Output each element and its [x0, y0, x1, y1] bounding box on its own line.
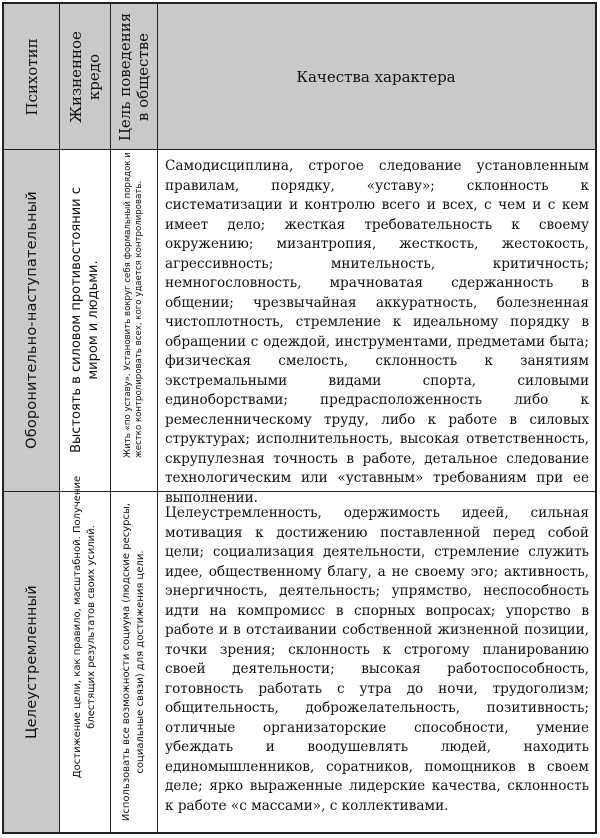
header-goal-cell — [110, 4, 157, 149]
row1-qualities: Самодисциплина, строгое следование установленным правилам, порядку, «уставу»; склонность к систематизации и контролю всего и всех, с чем и с кем имеет дело; жесткая требовательность к своему окружению; мизантропия, жесткость, жестокость, агрессивность; мнительность, критичность; немногословность, мрачноватая сдержанность в общении; чрезвычайная аккуратность, болезненная чистоплотность, стремление к идеальному порядку в обращении с одеждой, инструментами, предметами быта; физическая смелость, склонность к занятиям экстремальными видами спорта, силовыми единоборствами; предрасположенность либо к ремесленническому труду, либо к работе в силовых структурах; исполнительность, высокая ответственность, скрупулезная точность в работе, детальное следование технологическим или «уставным» требованиям при ее выполнении. — [165, 158, 589, 506]
header-psychotype-cell — [4, 4, 59, 149]
psychotype-table — [2, 2, 597, 834]
row2-goal-cell — [110, 491, 157, 832]
header-credo: Жизненное кредо — [66, 30, 103, 123]
row1-psychotype: Оборонительно-наступательный — [23, 191, 40, 449]
row1-psychotype-cell — [4, 149, 59, 491]
row1-credo-cell — [59, 149, 110, 491]
row2-psychotype: Целеустремленный — [23, 584, 40, 739]
row1-goal: Жить «по уставу». Установить вокруг себя формальный порядок и жестко контролировать всех, кого удается контролировать. — [122, 152, 144, 458]
header-goal: Цель поведения в обществе — [115, 12, 152, 141]
header-credo-cell — [59, 4, 110, 149]
row2-qualities: Целеустремленность, одержимость идеей, сильная мотивация к достижению поставленной перед собой цели; социализация деятельности, стремление служить идее, общественному благу, а не своему эго; активность, энергичность, деятельность; упрямство, неспособность идти на компромисс в спорных вопросах; упорство в работе и в отстаивании собственной жизненной позиции, точки зрения; склонность к строгому планированию своей деятельности; высокая работоспособность, готовность работать с утра до ночи, трудоголизм; общительность, доброжелательность, позитивность; отличные организаторские способности, умение убеждать и воодушевлять людей, находить единомышленников, соратников, помощников в своем деле; ярко выраженные лидерские качества, склонность к работе «с массами», с коллективами. — [165, 505, 589, 814]
row2-psychotype-cell — [4, 491, 59, 832]
row2-goal: Использовать все возможности социума (людские ресурсы, социальные связи) для достижения цели. — [120, 502, 146, 821]
row1-credo: Выстоять в силовом противостоянии с миром и людьми. — [68, 187, 101, 453]
header-psychotype: Психотип — [22, 37, 41, 116]
row2-credo-cell — [59, 476, 110, 832]
row2-credo: Достижение цели, как правило, масштабной. Получение блестящих результатов своих усилий. — [71, 476, 97, 779]
row1-goal-cell — [110, 149, 157, 491]
header-qualities: Качества характера — [296, 67, 456, 86]
header-qualities-cell — [157, 4, 595, 149]
